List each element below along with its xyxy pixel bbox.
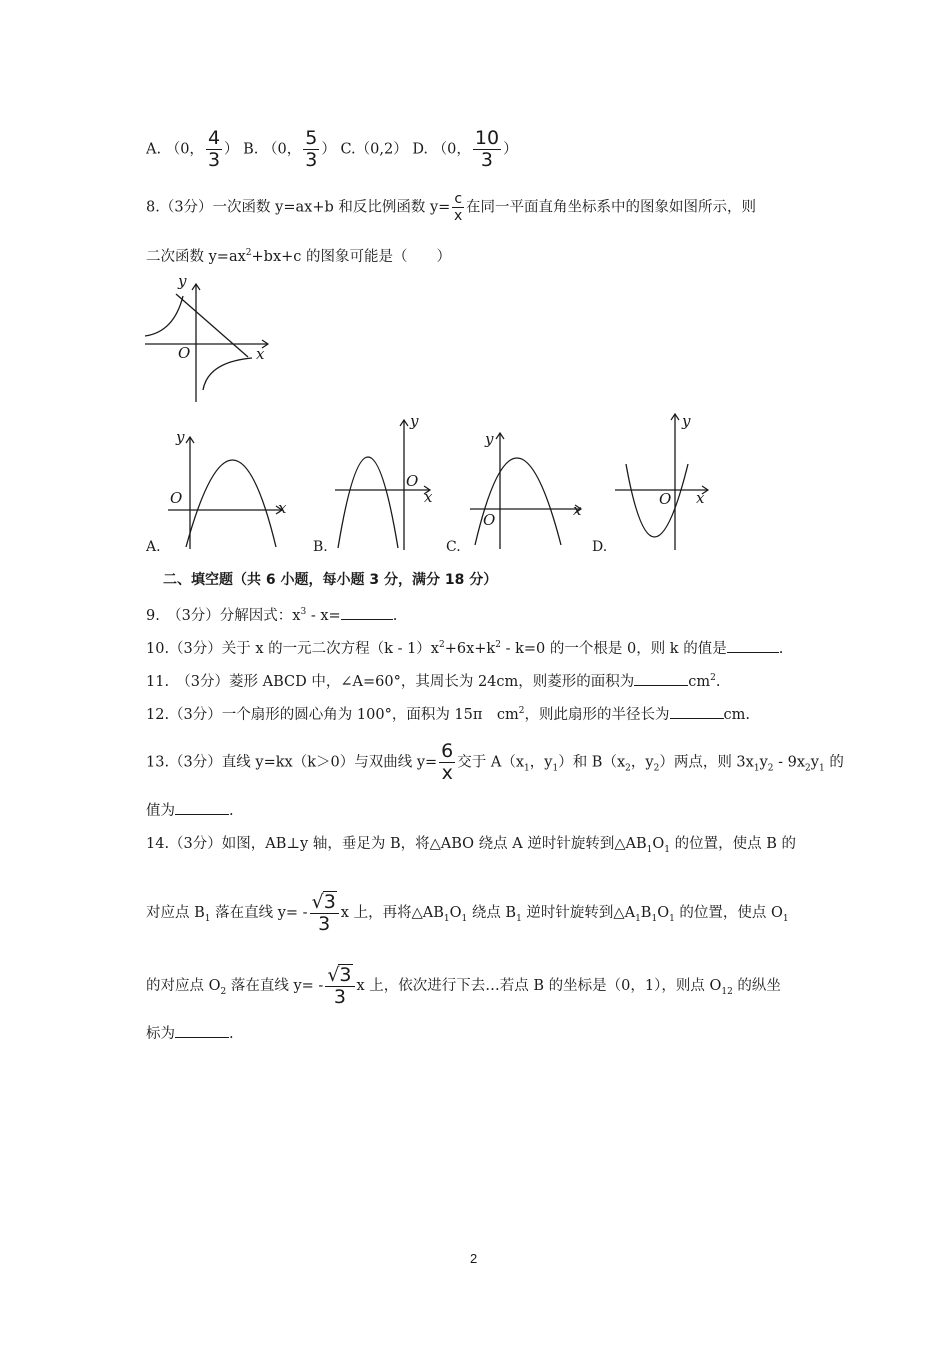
- option-c-graph: [465, 427, 595, 552]
- q10-blank[interactable]: [727, 651, 779, 653]
- q8-text-before: 8.（3分）一次函数 y=ax+b 和反比例函数 y=: [146, 199, 451, 216]
- option-a-prefix: （0，: [165, 141, 204, 158]
- option-a-suffix: ）: [224, 141, 239, 158]
- option-c-text: C.（0,2）: [340, 141, 408, 158]
- option-d-prefix: （0，: [432, 141, 471, 158]
- q13-line2: 值为 .: [146, 803, 234, 819]
- q8-line2-a: 二次函数 y=ax: [146, 248, 246, 265]
- q14-line1: 14.（3分）如图，AB⊥y 轴，垂足为 B，将△ABO 绕点 A 逆时针旋转到$\triangle AB_1O_1$ 的位置，使点 B 的: [146, 836, 796, 855]
- option-b-x-label: x: [424, 488, 433, 506]
- option-d-origin-label: O: [659, 490, 672, 508]
- option-a-y-label: y: [176, 428, 185, 446]
- option-d-label-graph: D.: [592, 539, 608, 555]
- q8-line2-sup: 2: [245, 248, 252, 258]
- q12: 12.（3分）一个扇形的圆心角为 100°，面积为 15π $cm^2$，则此扇形的半径长为 cm.: [146, 706, 750, 723]
- option-d-graph: [610, 410, 720, 550]
- option-a-fraction: $\frac{4}{3}$: [207, 127, 221, 171]
- option-a-x-label: x: [278, 499, 287, 517]
- q14-line3-fraction: $\frac{√3}{3}$: [325, 964, 354, 1008]
- q14-line2: 对应点 $B_1$ 落在直线 y= - $\frac{√3}{3}$ x 上，再将$\triangle AB_1O_1$ 绕点 $B_1$ 逆时针旋转到$\triangle A_1B_1O_1$ 的位置，使点 $O_1$: [146, 891, 789, 935]
- option-d-label: D.: [412, 141, 429, 158]
- option-d-y-label: y: [682, 412, 691, 430]
- option-a-label: A.: [146, 141, 162, 158]
- option-b-y-label: y: [410, 412, 419, 430]
- q13-blank[interactable]: [175, 813, 229, 815]
- option-c-x-label: x: [573, 501, 582, 519]
- q8-fraction: $\frac{c}{x}$: [454, 191, 463, 224]
- q8-main-graph: [140, 272, 280, 407]
- option-a-label-graph: A.: [146, 539, 161, 555]
- q8-main-y-label: y: [178, 272, 187, 290]
- option-d-fraction: $\frac{10}{3}$: [474, 127, 500, 171]
- option-c-y-label: y: [485, 430, 494, 448]
- q13-line1: 13.（3分）直线 y=kx（k＞0）与双曲线 y= $\frac{6}{x}$ 交于 $A(x_1$，$y_1$）和 $B(x_2$，$y_2$）两点，则 $3x_1y_2 - 9x_2y_1$ 的: [146, 740, 844, 784]
- option-c-origin-label: O: [483, 511, 496, 529]
- option-a-origin-label: O: [170, 489, 183, 507]
- option-b-prefix: （0，: [263, 141, 302, 158]
- q14-line2-fraction: $\frac{√3}{3}$: [310, 891, 339, 935]
- q7-options: [146, 128, 518, 171]
- q8-line2: [146, 249, 451, 264]
- option-b-origin-label: O: [406, 472, 419, 490]
- q14-line3: 的对应点 $O_2$ 落在直线 y= - $\frac{√3}{3}$ x 上，依次进行下去…若点 B 的坐标是（0，1），则点 $O_{12}$ 的纵坐: [146, 964, 781, 1008]
- option-c-label-graph: C.: [446, 539, 461, 555]
- option-b-suffix: ）: [321, 141, 336, 158]
- q12-blank[interactable]: [670, 717, 724, 719]
- q8-main-origin-label: O: [178, 344, 191, 362]
- q9: 9. （3分）分解因式：$x^3 - x=$ .: [146, 607, 398, 624]
- q11: 11. （3分）菱形 ABCD 中，∠A=60°，其周长为 24cm，则菱形的面积为 $cm^2$.: [146, 673, 721, 690]
- q10: 10.（3分）关于 x 的一元二次方程$(k - 1)x^2+6x+k^2 - k=0$ 的一个根是 0，则 k 的值是 .: [146, 640, 784, 657]
- section-2-title: 二、填空题（共 6 小题，每小题 3 分，满分 18 分）: [163, 572, 498, 588]
- page-number: 2: [470, 1251, 478, 1266]
- option-d-suffix: ）: [503, 141, 518, 158]
- option-b-fraction: $\frac{5}{3}$: [305, 127, 318, 171]
- q11-blank[interactable]: [634, 684, 688, 686]
- option-b-graph: [330, 412, 455, 552]
- q8-line1: [146, 191, 756, 224]
- q14-line4: 标为 .: [146, 1026, 234, 1042]
- option-d-x-label: x: [696, 489, 705, 507]
- q9-blank[interactable]: [341, 618, 393, 620]
- option-b-label-graph: B.: [313, 539, 328, 555]
- q14-blank[interactable]: [175, 1036, 229, 1038]
- q8-text-after: 在同一平面直角坐标系中的图象如图所示，则: [466, 199, 757, 216]
- q13-fraction: $\frac{6}{x}$: [441, 740, 454, 784]
- option-a-graph: [160, 425, 300, 555]
- q8-line2-b: +bx+c 的图象可能是（ ）: [251, 248, 452, 265]
- option-b-label: B.: [243, 141, 259, 158]
- q8-main-x-label: x: [256, 345, 265, 363]
